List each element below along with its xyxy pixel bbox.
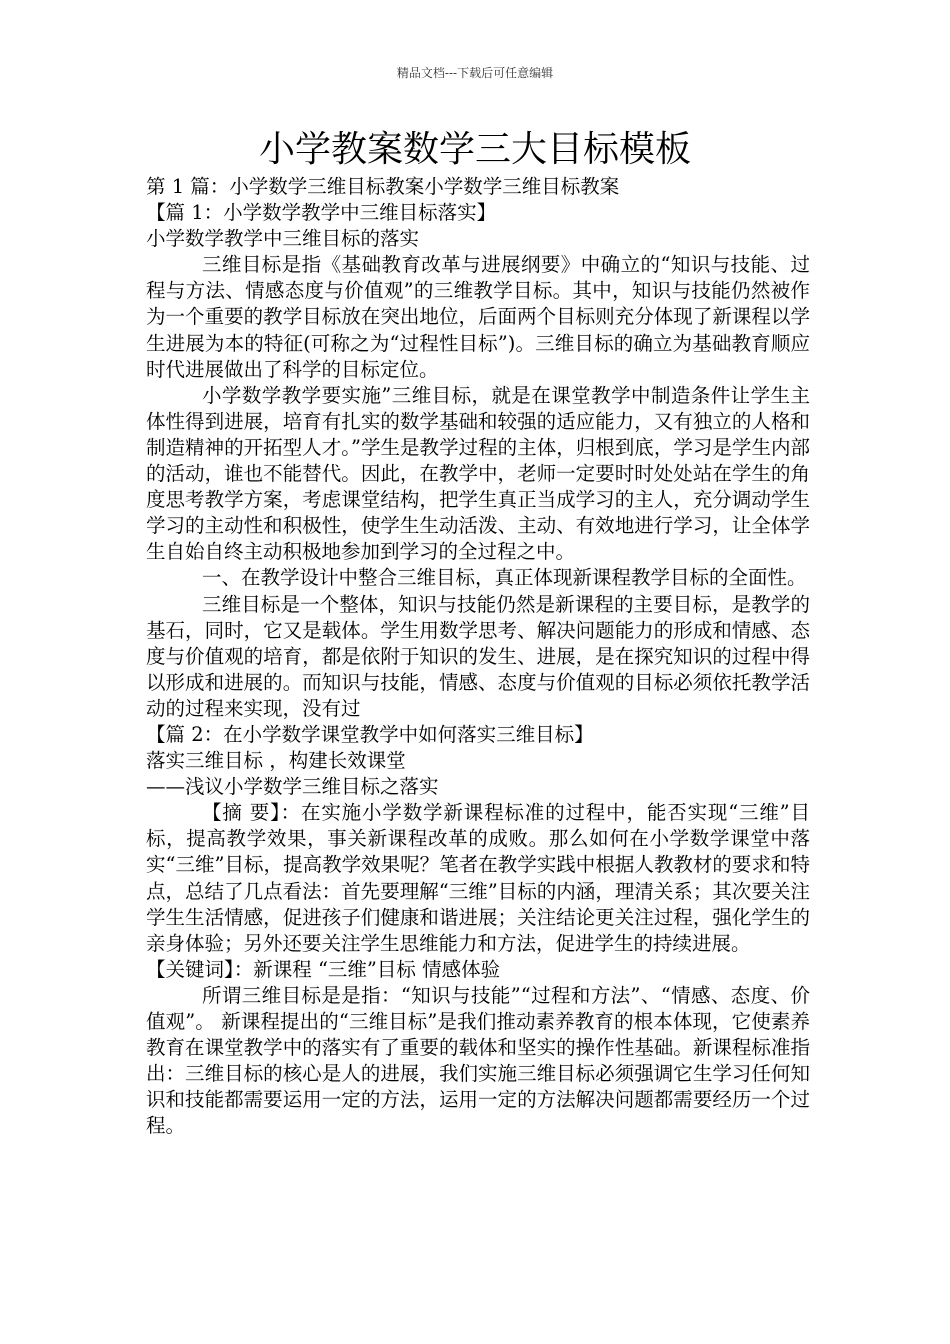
chapter-heading: 第 1 篇：小学数学三维目标教案小学数学三维目标教案 [146,175,620,198]
section-2-subtitle: 落实三维目标 ，构建长效课堂 [146,749,406,773]
keywords-line: 【关键词】：新课程 “三维”目标 情感体验 [146,957,501,981]
section-2-subsubtitle: ——浅议小学数学三维目标之落实 [146,775,439,799]
page-header-note: 精品文档---下载后可任意编辑 [396,66,554,80]
body-paragraph: 所谓三维目标是是指：“知识与技能”“过程和方法”、“情感、态度、价值观”。 新课程提出的“三维目标”是我们推动素养教育的根本体现，它使素养教育在课堂教学中的落实有了重要的载体和坚实的操作性基础。新课程标准指出：三维目标的核心是人的进展，我们实施三维目标必须强调它生学习任何知识和技能都需要运用一定的方法，运用一定的方法解决问题都需要经历一个过程。 [146,983,810,1138]
body-paragraph: 一、在教学设计中整合三维目标，真正体现新课程教学目标的全面性。 [202,566,807,590]
body-paragraph: 三维目标是一个整体，知识与技能仍然是新课程的主要目标，是教学的基石，同时，它又是载体。学生用数学思考、解决问题能力的形成和情感、态度与价值观的培育，都是依附于知识的发生、进展，是在探究知识的过程中得以形成和进展的。而知识与技能，情感、态度与价值观的目标必须依托教学活动的过程来实现，没有过 [146,592,810,720]
document-title: 小学教案数学三大目标模板 [258,129,691,170]
body-paragraph: 三维目标是指《基础教育改革与进展纲要》中确立的“知识与技能、过程与方法、情感态度与价值观”的三维教学目标。其中，知识与技能仍然被作为一个重要的教学目标放在突出地位，后面两个目标则充分体现了新课程以学生进展为本的特征(可称之为“过程性目标”)。三维目标的确立为基础教育顺应时代进展做出了科学的目标定位。 [146,253,810,381]
document-body [146,174,810,1139]
section-1-subtitle: 小学数学教学中三维目标的落实 [146,227,420,251]
section-1-heading: 【篇 1：小学数学教学中三维目标落实】 [146,201,497,225]
body-paragraph: 小学数学教学要实施”三维目标，就是在课堂教学中制造条件让学生主体性得到进展，培育有扎实的数学基础和较强的适应能力，又有独立的人格和制造精神的开拓型人才。”学生是教学过程的主体，归根到底，学习是学生内部的活动，谁也不能替代。因此，在教学中，老师一定要时时处处站在学生的角度思考教学方案，考虑课堂结构，把学生真正当成学习的主人，充分调动学生学习的主动性和积极性，使学生生动活泼、主动、有效地进行学习，让全体学生自始自终主动积极地参加到学习的全过程之中。 [146,383,810,564]
section-2-heading: 【篇 2：在小学数学课堂教学中如何落实三维目标】 [146,722,594,746]
abstract-paragraph: 【摘 要】：在实施小学数学新课程标准的过程中，能否实现“三维”目标，提高教学效果，事关新课程改革的成败。那么如何在小学数学课堂中落实“三维”目标，提高教学效果呢？笔者在教学实践中根据人教教材的要求和特点，总结了几点看法：首先要理解“三维”目标的内涵，理清关系；其次要关注学生生活情感，促进孩子们健康和谐进展；关注结论更关注过程，强化学生的亲身体验；另外还要关注学生思维能力和方法，促进学生的持续进展。 [146,801,810,955]
